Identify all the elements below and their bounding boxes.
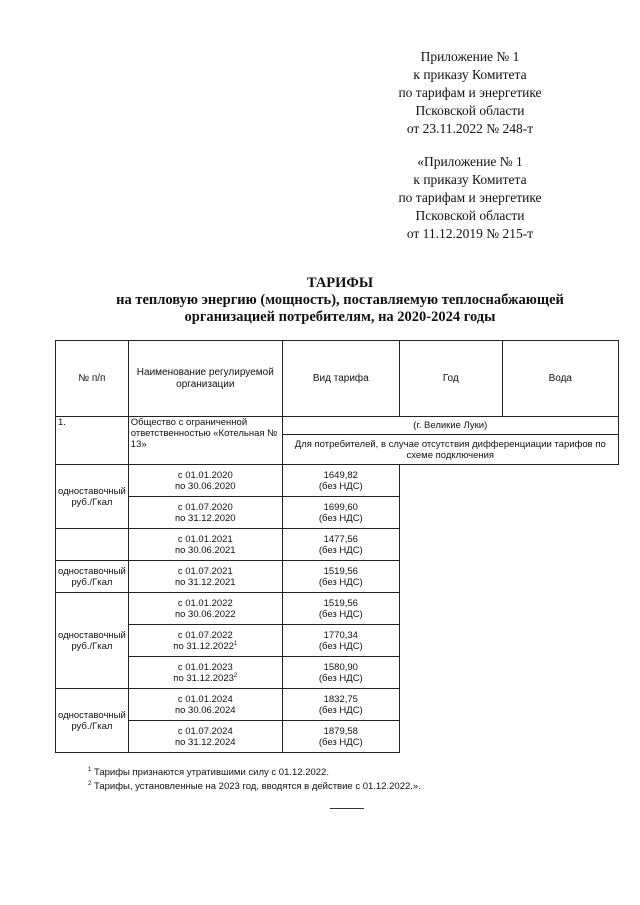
period-cell [128,593,282,625]
vat-note: (без НДС) [318,640,363,652]
tariff-value: 1519,56 [323,565,358,577]
period-to: по 31.12.2022$^1$ [173,640,238,652]
period-from: с 01.01.2024 [177,693,233,705]
tariff-value-cell [282,721,399,753]
vat-note: (без НДС) [318,512,363,524]
tariff-value: 1879,58 [323,725,358,737]
appendix-line: Псковской области [415,208,525,223]
tariff-type-cell [56,465,129,529]
tariff-value-cell [282,593,399,625]
appendix-current [370,48,570,138]
tariff-unit: руб./Гкал [71,720,113,732]
tariff-type-label: одноставочный [58,485,126,497]
tariff-value: 1832,75 [323,693,358,705]
footnote-ref: 2 [233,672,238,679]
header-num: № п/п [56,341,129,417]
tariff-value: 1580,90 [323,661,358,673]
tariff-type-label: одноставочный [58,709,126,721]
tariff-unit: руб./Гкал [71,576,113,588]
tariff-type-cell [56,593,129,689]
tariff-type-cell [56,689,129,753]
header-org: Наименование регулируемой организации [128,341,282,417]
period-cell [128,625,282,657]
period-to: по 31.12.2024 [174,736,236,748]
tariff-value: 1519,56 [323,597,358,609]
vat-note: (без НДС) [318,544,363,556]
header-water: Вода [502,341,618,417]
tariff-type-label: одноставочный [58,629,126,641]
period-to: по 31.12.2020 [174,512,236,524]
tariff-value-cell [282,465,399,497]
period-cell [128,465,282,497]
period-from: с 01.07.2022 [177,629,233,641]
vat-note: (без НДС) [318,704,363,716]
period-cell [128,689,282,721]
appendix-line: по тарифам и энергетике [398,190,542,205]
period-row [56,465,619,497]
title-subtitle-line2: организацией потребителям, на 2020-2024 годы [184,309,496,325]
footnote-mark: 1 [88,766,92,773]
period-row [56,529,619,561]
period-row [56,625,619,657]
appendix-line: «Приложение № 1 [417,154,523,169]
footnote-mark: 2 [88,780,92,787]
tariff-unit: руб./Гкал [71,640,113,652]
tariff-value: 1477,56 [323,533,358,545]
appendix-line: к приказу Комитета [413,67,527,82]
tariff-value-cell [282,529,399,561]
appendix-line: от 11.12.2019 № 215-т [406,226,534,241]
footnote-ref: 1 [233,640,238,647]
period-row [56,657,619,689]
location-row: (г. Великие Луки) [282,417,618,435]
footnote-1 [88,766,508,780]
header-year: Год [399,341,502,417]
title-subtitle-line1: на тепловую энергию (мощность), поставляемую теплоснабжающей [116,292,564,308]
period-row [56,721,619,753]
tariff-value-cell [282,497,399,529]
period-to: по 30.06.2024 [174,704,236,716]
period-to: по 30.06.2020 [174,480,236,492]
period-to: по 30.06.2021 [174,544,236,556]
vat-note: (без НДС) [318,576,363,588]
period-cell [128,721,282,753]
end-divider [330,808,364,809]
period-to: по 31.12.2023$^2$ [173,672,238,684]
tariff-value: 1770,34 [323,629,358,641]
appendix-line: от 23.11.2022 № 248-т [406,121,534,136]
tariff-value-cell [282,689,399,721]
footnotes [88,766,508,794]
period-row [56,497,619,529]
title-main: ТАРИФЫ [306,275,374,291]
document-title [90,275,590,326]
period-from: с 01.07.2024 [177,725,233,737]
period-cell [128,561,282,593]
appendix-line: по тарифам и энергетике [398,85,542,100]
tariff-table [55,340,619,753]
period-from: с 01.01.2021 [177,533,233,545]
footnote-2 [88,780,508,794]
period-from: с 01.07.2020 [177,501,233,513]
tariff-type-cell [56,529,129,561]
footnote-text: Тарифы, установленные на 2023 год, вводятся в действие с 01.12.2022.». [93,781,421,792]
period-cell [128,657,282,689]
period-from: с 01.01.2023 [177,661,233,673]
row-number: 1. [56,417,129,465]
vat-note: (без НДС) [318,608,363,620]
period-from: с 01.01.2020 [177,469,233,481]
subheader-row: Для потребителей, в случае отсутствия дифференциации тарифов по схеме подключения [282,435,618,465]
vat-note: (без НДС) [318,480,363,492]
period-to: по 31.12.2021 [174,576,236,588]
appendix-line: Псковской области [415,103,525,118]
appendix-original [370,153,570,243]
period-row [56,689,619,721]
tariff-type-cell [56,561,129,593]
organization-name: Общество с ограниченной ответственностью «Котельная № 13» [128,417,282,465]
period-to: по 30.06.2022 [174,608,236,620]
tariff-unit: руб./Гкал [71,496,113,508]
tariff-value-cell [282,625,399,657]
period-cell [128,497,282,529]
period-cell [128,529,282,561]
appendix-line: к приказу Комитета [413,172,527,187]
footnote-text: Тарифы признаются утратившими силу с 01.12.2022. [93,767,329,778]
tariff-value-cell [282,657,399,689]
tariff-value: 1649,82 [323,469,358,481]
appendix-line: Приложение № 1 [420,49,520,64]
period-row [56,593,619,625]
period-from: с 01.07.2021 [177,565,233,577]
period-from: с 01.01.2022 [177,597,233,609]
vat-note: (без НДС) [318,736,363,748]
tariff-type-label: одноставочный [58,565,126,577]
tariff-value-cell [282,561,399,593]
header-tariff-type: Вид тарифа [282,341,399,417]
period-row [56,561,619,593]
vat-note: (без НДС) [318,672,363,684]
tariff-value: 1699,60 [323,501,358,513]
period-rows [56,465,619,753]
